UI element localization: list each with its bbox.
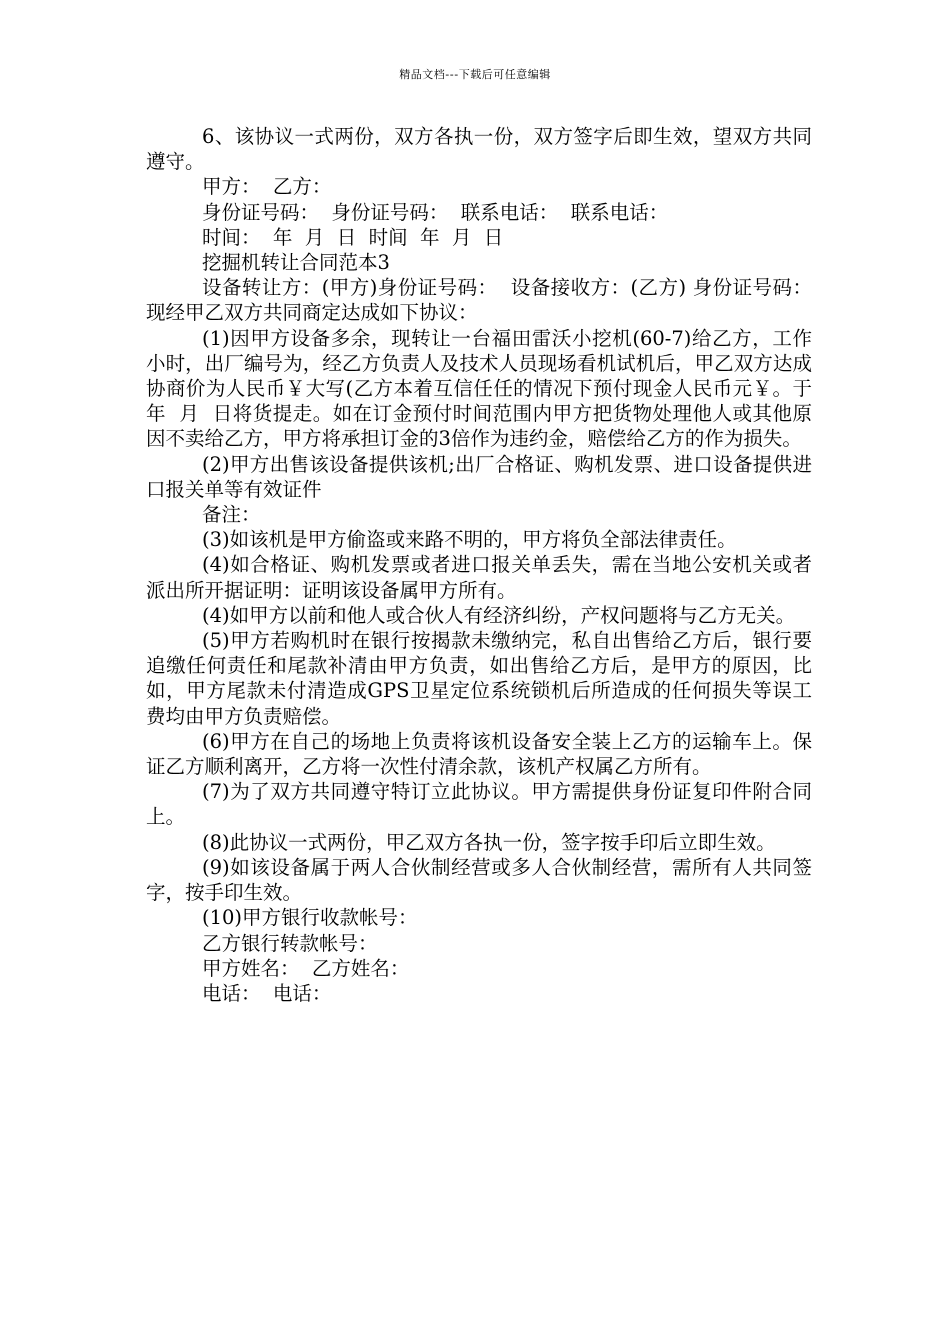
paragraph: 甲方： 乙方： [202,175,332,199]
paragraph: 身份证号码： 身份证号码： 联系电话： 联系电话： [202,200,669,224]
clause: (2)甲方出售该设备提供该机;出厂合格证、购机发票、进口设备提供进口报关单等有效证件 [146,452,812,501]
page-header: 精品文档---下载后可任意编辑 [399,68,551,81]
clause: (8)此协议一式两份，甲乙双方各执一份，签字按手印后立即生效。 [202,830,776,854]
bank-account-line: (10)甲方银行收款帐号： [202,906,418,930]
clause: (6)甲方在自己的场地上负责将该机设备安全装上乙方的运输车上。保证乙方顺利离开，乙方将一次性付清余款，该机产权属乙方所有。 [146,729,812,779]
clause: (3)如该机是甲方偷盗或来路不明的，甲方将负全部法律责任。 [202,528,737,552]
document-body [146,124,825,1006]
clause: (4)如甲方以前和他人或合伙人有经济纠纷，产权问题将与乙方无关。 [202,603,796,627]
note-label: 备注： [202,503,261,527]
clause: (5)甲方若购机时在银行按揭款未缴纳完，私自出售给乙方后，银行要追缴任何责任和尾款补清由甲方负责，如出售给乙方后，是甲方的原因，比如，甲方尾款未付清造成GPS卫星定位系统锁机后所造成的任何损失等误工费均由甲方负责赔偿。 [146,629,812,728]
clause: (1)因甲方设备多余，现转让一台福田雷沃小挖机(60-7)给乙方，工作小时，出厂编号为，经乙方负责人及技术人员现场看机试机后，甲乙双方达成协商价为人民币￥大写(乙方本着互信任任的情况下预付现金人民币元￥。于年 月 日将货提走。如在订金预付时间范围内甲方把货物处理他人或其他原因不卖给乙方，甲方将承担订金的3倍作为违约金，赔偿给乙方的作为损失。 [146,326,812,451]
section-title: 挖掘机转让合同范本3 [202,251,390,275]
phone-line: 电话： 电话： [202,981,332,1005]
clause: (9)如该设备属于两人合伙制经营或多人合伙制经营，需所有人共同签字，按手印生效。 [146,855,812,905]
signature-line: 甲方姓名： 乙方姓名： [202,956,410,980]
paragraph: 6、该协议一式两份，双方各执一份，双方签字后即生效，望双方共同遵守。 [146,125,812,174]
clause: (7)为了双方共同遵守特订立此协议。甲方需提供身份证复印件附合同上。 [146,780,812,829]
bank-account-line: 乙方银行转款帐号： [202,931,378,955]
clause: (4)如合格证、购机发票或者进口报关单丢失，需在当地公安机关或者派出所开据证明：证明该设备属甲方所有。 [146,553,812,602]
paragraph: 时间： 年 月 日 时间 年 月 日 [202,225,504,249]
paragraph: 设备转让方：(甲方)身份证号码： 设备接收方：(乙方) 身份证号码： 现经甲乙双方共同商定达成如下协议： [146,276,825,325]
